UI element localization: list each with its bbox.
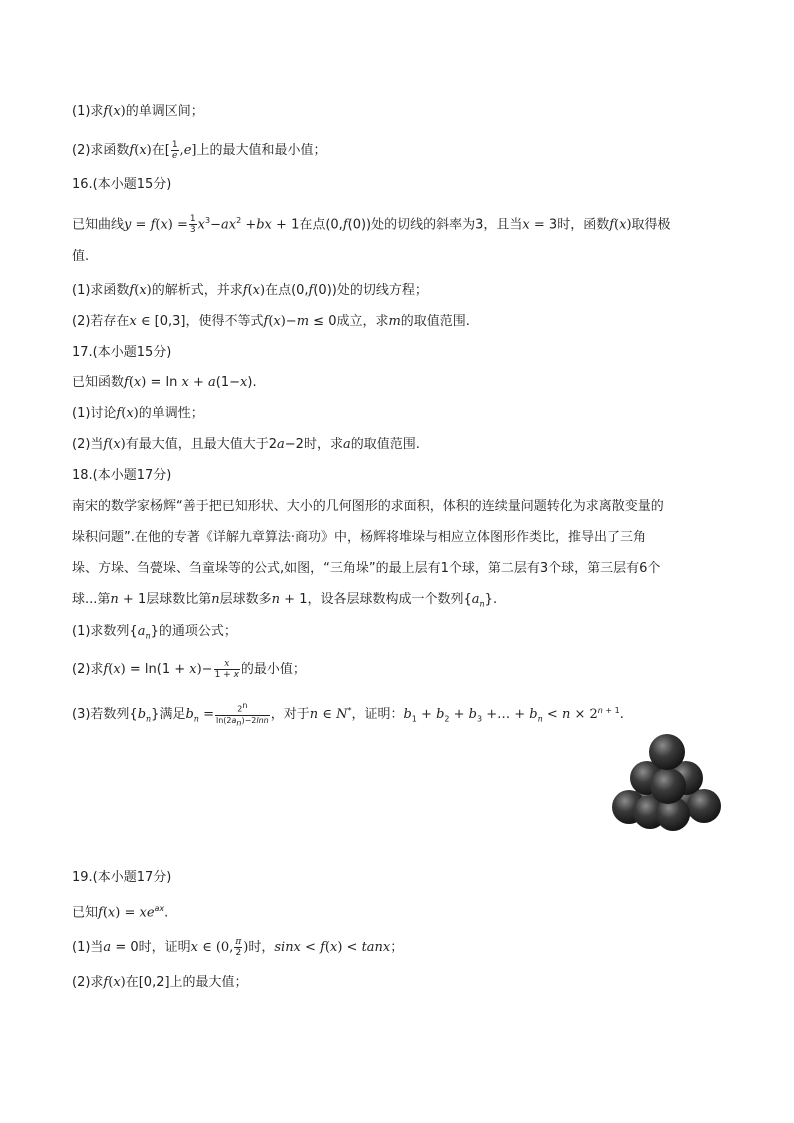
q18-header: 18.(本小题17分) (72, 468, 172, 483)
q19-part1: (1)当a = 0时，证明x ∈ (0, $\frac{\pi}{2}$ )时，sinx < f(x) < tanx； (72, 937, 404, 958)
q17-stem: 已知函数f(x) = ln x + a(1−x). (72, 375, 257, 390)
q15-part1: (1)求f(x)的单调区间； (72, 104, 204, 119)
q19-header: 19.(本小题17分) (72, 870, 172, 885)
q18-part1: (1)求数列$\{a_n\}$的通项公式； (72, 624, 237, 641)
ball (649, 734, 685, 770)
q16-stem: 已知曲线y = f(x) = $\frac{1}{3}$ $x^3-ax^2 +bx + 1$在点(0,f(0))处的切线的斜率为3，且当x = 3时，函数f(x)取得极 (72, 214, 671, 236)
ball-stack-figure (610, 730, 725, 835)
q18-text-line1: 南宋的数学家杨辉“善于把已知形状、大小的几何图形的求面积，体积的连续量问题转化为求离散变量的 (72, 499, 664, 514)
q17-part1: (1)讨论f(x)的单调性； (72, 406, 204, 421)
q18-part3: (3)若数列$\{b_n\}$满足$b_n$ = $\frac{2^n}{\ln(2a_n)-2\ln n}$ ，对于n ∈ N*，证明：$b_1 + b_2 + b_3$ +… + $b_n < n \times 2^{n + 1}$. (72, 701, 624, 728)
q17-header: 17.(本小题15分) (72, 345, 172, 360)
q18-part2: (2)求f(x) = ln(1 + x)− $\frac{x}{1 + x}$ 的最小值； (72, 659, 306, 680)
q16-part2: (2)若存在x ∈ [0,3]，使得不等式f(x)−m ≤ 0成立，求m的取值范围. (72, 314, 470, 329)
ball (687, 789, 721, 823)
q18-text-line4: 球...第n + 1层球数比第n层球数多n + 1，设各层球数构成一个数列$\{a_n\}$. (72, 592, 498, 609)
q19-part2: (2)求f(x)在[0,2]上的最大值； (72, 975, 248, 990)
ball (650, 768, 686, 804)
q16-part1: (1)求函数f(x)的解析式，并求f(x)在点(0,f(0))处的切线方程； (72, 283, 428, 298)
q17-part2: (2)当f(x)有最大值，且最大值大于2a−2时，求a的取值范围. (72, 437, 420, 452)
q16-header: 16.(本小题15分) (72, 177, 172, 192)
q15-part2: (2)求函数f(x)在[ $\frac{1}{e}$ ,e]上的最大值和最小值； (72, 140, 327, 161)
q16-stem-cont: 值. (72, 249, 90, 264)
q19-stem: 已知$f(x) = xe^{ax}$. (72, 904, 169, 921)
q18-text-line3: 垛、方垛、刍甍垛、刍童垛等的公式,如图，“三角垛”的最上层有1个球，第二层有3个球，第三层有6个 (72, 561, 661, 576)
q18-text-line2: 垛积问题”.在他的专著《详解九章算法·商功》中，杨辉将堆垛与相应立体图形作类比，推导出了三角 (72, 530, 647, 545)
